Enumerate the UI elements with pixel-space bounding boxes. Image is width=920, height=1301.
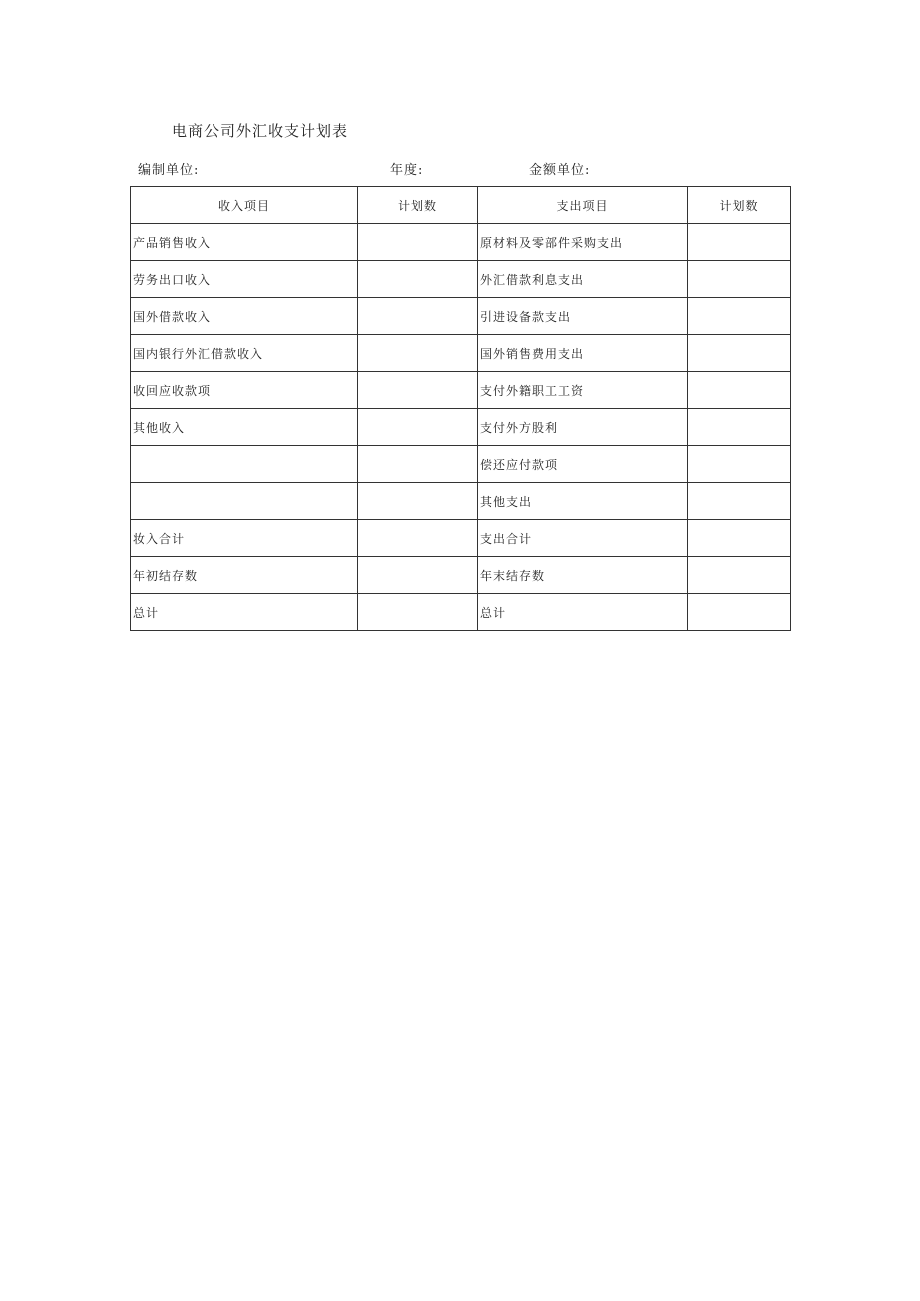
- table-row: [131, 409, 791, 446]
- table-row: [131, 372, 791, 409]
- table-row: [131, 520, 791, 557]
- table-row: [131, 594, 791, 631]
- income-item-cell: [131, 446, 358, 483]
- expense-item-cell: 原材料及零部件采购支出: [478, 224, 688, 261]
- expense-plan-cell[interactable]: [688, 520, 791, 557]
- expense-plan-cell[interactable]: [688, 483, 791, 520]
- table-row: [131, 335, 791, 372]
- table-row: [131, 446, 791, 483]
- expense-item-cell: 年末结存数: [478, 557, 688, 594]
- income-item-cell: 劳务出口收入: [131, 261, 358, 298]
- income-plan-cell[interactable]: [358, 298, 478, 335]
- expense-plan-cell[interactable]: [688, 224, 791, 261]
- expense-plan-cell[interactable]: [688, 446, 791, 483]
- income-item-cell: 其他收入: [131, 409, 358, 446]
- year-label: 年度:: [390, 163, 424, 178]
- table-header-row: [131, 187, 791, 224]
- table-row: [131, 224, 791, 261]
- expense-item-cell: 支付外籍职工工资: [478, 372, 688, 409]
- header-income-item: 收入项目: [131, 187, 358, 224]
- forex-plan-table: [130, 186, 791, 631]
- income-plan-cell[interactable]: [358, 594, 478, 631]
- expense-plan-cell[interactable]: [688, 372, 791, 409]
- income-plan-cell[interactable]: [358, 335, 478, 372]
- income-plan-cell[interactable]: [358, 409, 478, 446]
- income-plan-cell[interactable]: [358, 557, 478, 594]
- table-row: [131, 298, 791, 335]
- header-expense-plan: 计划数: [688, 187, 791, 224]
- grand-total-cell: 总计: [131, 594, 358, 631]
- income-plan-cell[interactable]: [358, 520, 478, 557]
- table-row: [131, 557, 791, 594]
- document-title: 电商公司外汇收支计划表: [172, 122, 349, 140]
- expense-item-cell: 国外销售费用支出: [478, 335, 688, 372]
- table-row: [131, 483, 791, 520]
- income-plan-cell[interactable]: [358, 483, 478, 520]
- expense-item-cell: 引进设备款支出: [478, 298, 688, 335]
- expense-item-cell: 其他支出: [478, 483, 688, 520]
- expense-plan-cell[interactable]: [688, 557, 791, 594]
- expense-item-cell: 支付外方股利: [478, 409, 688, 446]
- expense-plan-cell[interactable]: [688, 409, 791, 446]
- grand-total-cell: 总计: [478, 594, 688, 631]
- org-unit-label: 编制单位:: [138, 163, 200, 178]
- expense-item-cell: 外汇借款利息支出: [478, 261, 688, 298]
- income-plan-cell[interactable]: [358, 372, 478, 409]
- expense-plan-cell[interactable]: [688, 261, 791, 298]
- income-item-cell: 收回应收款项: [131, 372, 358, 409]
- amount-unit-label: 金额单位:: [529, 163, 591, 178]
- header-expense-item: 支出项目: [478, 187, 688, 224]
- income-item-cell: 产品销售收入: [131, 224, 358, 261]
- table-row: [131, 261, 791, 298]
- expense-item-cell: 偿还应付款项: [478, 446, 688, 483]
- expense-plan-cell[interactable]: [688, 298, 791, 335]
- expense-total-cell: 支出合计: [478, 520, 688, 557]
- income-plan-cell[interactable]: [358, 446, 478, 483]
- income-item-cell: [131, 483, 358, 520]
- expense-plan-cell[interactable]: [688, 594, 791, 631]
- expense-plan-cell[interactable]: [688, 335, 791, 372]
- header-income-plan: 计划数: [358, 187, 478, 224]
- income-item-cell: 国内银行外汇借款收入: [131, 335, 358, 372]
- income-item-cell: 国外借款收入: [131, 298, 358, 335]
- income-plan-cell[interactable]: [358, 224, 478, 261]
- income-total-cell: 妆入合计: [131, 520, 358, 557]
- income-item-cell: 年初结存数: [131, 557, 358, 594]
- income-plan-cell[interactable]: [358, 261, 478, 298]
